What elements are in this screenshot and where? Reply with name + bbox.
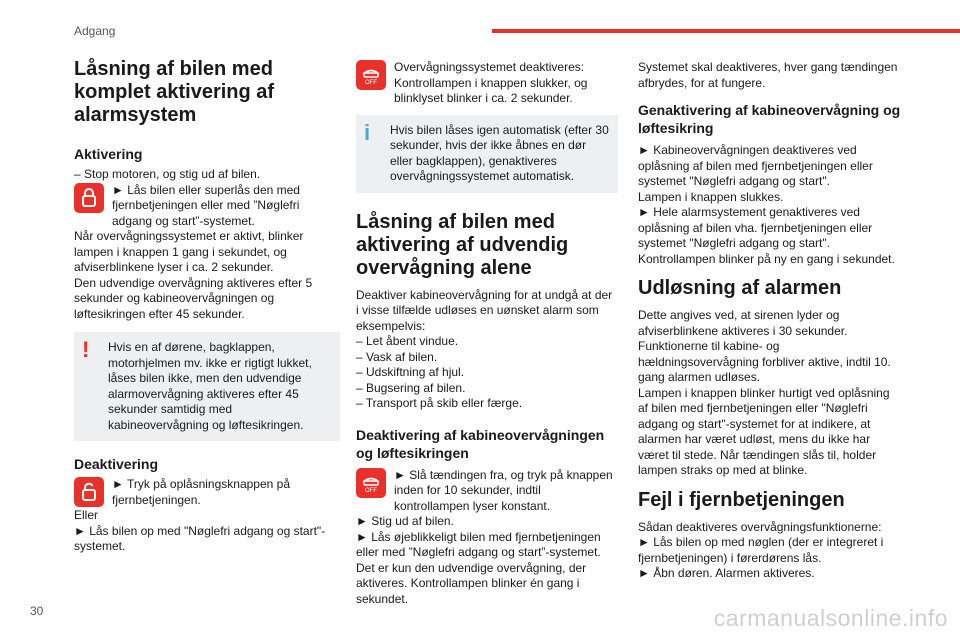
warning-note-text: Hvis en af dørene, bagklappen, motorhjelmen mv. ikke er rigtigt lukket, låses bilen ikke, men den udvendige alarmovervågning aktiveres efter 45 sekunder samtidig med kabineovervågning og løftesikringen. — [108, 340, 312, 432]
info-note-text: Hvis bilen låses igen automatisk (efter 30 sekunder, hvis der ikke åbnes en dør eller bagklappen), genaktiveres overvågningssystemet automatisk. — [390, 122, 609, 183]
alarm-off-icon — [356, 60, 386, 90]
section-title-exterior: Låsning af bilen med aktivering af udvendig overvågning alene — [356, 210, 569, 279]
deactivation-keyless: ► Lås bilen op med "Nøglefri adgang og start"-systemet. — [74, 523, 326, 553]
lock-icon — [74, 183, 104, 213]
column-3 — [638, 60, 902, 582]
svg-text:OFF: OFF — [365, 487, 377, 493]
step-lock-car: ► Lås øjeblikkeligt bilen med fjernbetjeningen eller med ”Nøglefri adgang og start”-systemet. — [356, 529, 601, 559]
fault-intro: Sådan deaktiveres overvågningsfunktionerne: — [638, 519, 882, 534]
activation-step-1: – Stop motoren, og stig ud af bilen. — [74, 167, 261, 181]
trigger-info-3: Lampen i knappen blinker hurtigt ved oplåsning af bilen med fjernbetjeningen eller "Nøglefri adgang og start"-systemet for at indikere, at alarmen har været udløst, mens du ikke har været til stede. Når tændingen slås til, holder lampen straks op med at blinke. — [638, 385, 890, 477]
header-accent-bar — [492, 29, 960, 33]
section-title-trigger: Udløsning af alarmen — [638, 277, 842, 299]
deactivation-or: Eller — [74, 508, 99, 522]
column-1 — [74, 52, 340, 555]
lock-instruction — [74, 183, 340, 230]
alarm-off-text-2: ► Slå tændingen fra, og tryk på knappen inden for 10 sekunder, indtil kontrollampen lyser konstant. — [394, 467, 613, 513]
reactivation-lamp-off: Lampen i knappen slukkes. — [638, 189, 784, 204]
reactivation-step-1: ► Kabineovervågningen deaktiveres ved oplåsning af bilen med fjernbetjeningen eller systemet "Nøglefri adgang og start". — [638, 143, 873, 188]
trigger-info-1: Dette angives ved, at sirenen lyder og afviserblinkene aktiveres i 30 sekunder. — [638, 308, 848, 338]
lock-instruction-text: ► Lås bilen eller superlås den med fjernbetjeningen eller med ”Nøglefri adgang og start”-systemet. — [112, 182, 300, 228]
reactivation-lamp-blink: Kontrollampen blinker på ny en gang i sekundet. — [638, 251, 895, 266]
page-number: 30 — [30, 604, 44, 618]
exterior-intro: Deaktiver kabineovervågning for at undgå at der i visse tilfælde udløses en uønsket alarm som eksempelvis: — [356, 287, 613, 333]
list-item: – Vask af bilen. — [356, 349, 438, 364]
list-item: – Let åbent vindue. — [356, 334, 459, 348]
info-icon: i — [364, 119, 371, 145]
unlock-icon — [74, 477, 104, 507]
list-item: – Udskiftning af hjul. — [356, 365, 465, 379]
alarm-off-instruction — [356, 60, 618, 107]
fault-step-1: ► Lås bilen op med nøglen (der er integreret i fjernbetjeningen) i førerdørens lås. — [638, 535, 884, 565]
alarm-off-text: Overvågningssystemet deaktiveres: Kontrollampen i knappen slukker, og blinklyset blinker i ca. 2 sekunder. — [394, 60, 588, 105]
unlock-instruction — [74, 477, 340, 508]
header-title: Adgang — [74, 24, 116, 38]
watermark: carmanualsonline.info — [713, 605, 948, 631]
heading-deactivate-interior: Deaktivering af kabineovervågningen og løftesikringen — [356, 426, 605, 461]
alarm-off-icon — [356, 468, 386, 498]
unlock-instruction-text: ► Tryk på oplåsningsknappen på fjernbetjeningen. — [112, 477, 290, 507]
section-title-fault: Fejl i fjernbetjeningen — [638, 488, 845, 511]
column-2 — [356, 60, 618, 607]
heading-activation: Aktivering — [74, 146, 143, 162]
exterior-only-info: Det er kun den udvendige overvågning, der aktiveres. Kontrollampen blinker én gang i sekundet. — [356, 560, 587, 606]
svg-text:OFF: OFF — [365, 80, 377, 85]
info-note — [356, 115, 618, 193]
heading-reactivation: Genaktivering af kabineovervågning og løftesikring — [638, 102, 901, 136]
list-item: – Bugsering af bilen. — [356, 380, 466, 395]
warning-note — [74, 332, 340, 441]
heading-deactivation: Deaktivering — [74, 456, 159, 472]
alarm-off-instruction-2 — [356, 468, 618, 515]
section-title-full-alarm: Låsning af bilen med komplet aktivering af alarmsystem — [74, 58, 275, 126]
activation-info-1: Når overvågningssystemet er aktivt, blinker lampen i knappen 1 gang i sekundet, og afviserblinkene lyser i ca. 2 sekunder. — [74, 229, 304, 274]
step-exit-car: ► Stig ud af bilen. — [356, 514, 454, 528]
fault-step-2: ► Åbn døren. Alarmen aktiveres. — [638, 566, 815, 580]
reactivation-step-2: ► Hele alarmsystement genaktiveres ved oplåsning af bilen vha. fjernbetjeningen eller systemet "Nøglefri adgang og start". — [638, 205, 873, 250]
trigger-info-2: Funktionerne til kabine- og hældningsovervågning forbliver aktive, indtil 10. gang alarmen udløses. — [638, 339, 891, 384]
deactivate-each-time: Systemet skal deaktiveres, hver gang tændingen afbrydes, for at fungere. — [638, 60, 898, 90]
list-item: – Transport på skib eller færge. — [356, 396, 523, 410]
warning-icon: ! — [82, 337, 90, 362]
activation-info-2: Den udvendige overvågning aktiveres efter 5 sekunder og kabineovervågningen og løftesikringen efter 45 sekunder. — [74, 275, 313, 321]
